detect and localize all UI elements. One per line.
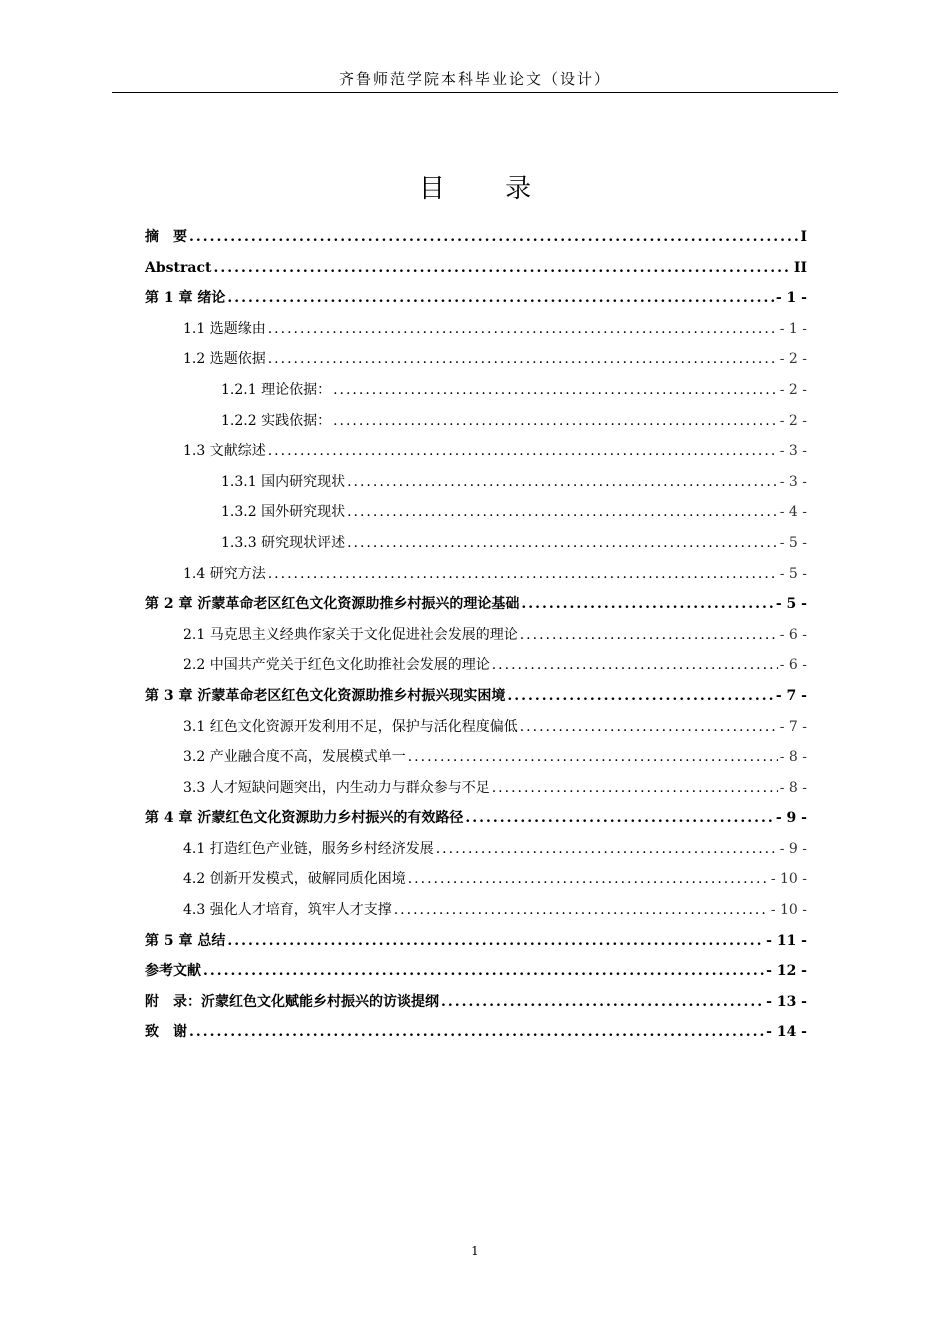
toc-entry-page: - 3 - — [779, 443, 807, 460]
toc-dot-leader — [441, 987, 764, 1018]
toc-entry-page: - 14 - — [766, 1024, 807, 1041]
toc-dot-leader — [436, 834, 778, 865]
toc-entry-page: - 6 - — [779, 657, 807, 674]
toc-entry-page: I — [800, 229, 807, 245]
toc-entry[interactable] — [145, 650, 807, 681]
toc-entry-label: 第 1 章 绪论 — [145, 290, 226, 307]
toc-entry-page: - 10 - — [770, 871, 807, 888]
toc-entry-page: II — [793, 259, 807, 276]
toc-dot-leader — [347, 528, 778, 559]
toc-entry[interactable] — [145, 283, 807, 314]
toc-entry[interactable] — [145, 834, 807, 865]
toc-entry-page: - 1 - — [779, 320, 807, 337]
toc-dot-leader — [465, 803, 774, 834]
toc-dot-leader — [347, 467, 778, 498]
toc-entry-page: - 7 - — [775, 687, 807, 704]
toc-entry-label: 参考文献 — [145, 963, 201, 980]
toc-dot-leader — [333, 375, 778, 406]
toc-entry[interactable] — [145, 712, 807, 743]
toc-entry[interactable] — [145, 406, 807, 437]
toc-entry-label: 1.4 研究方法 — [183, 565, 266, 582]
toc-entry-label: 1.3.2 国外研究现状 — [221, 504, 346, 521]
table-of-contents — [145, 222, 807, 1048]
toc-entry[interactable] — [145, 926, 807, 957]
toc-dot-leader — [521, 589, 774, 620]
page-number: 1 — [471, 1244, 479, 1258]
toc-entry-label: 致 谢 — [145, 1024, 187, 1041]
toc-dot-leader — [203, 956, 764, 987]
toc-entry-page: - 9 - — [775, 810, 807, 827]
toc-entry[interactable] — [145, 375, 807, 406]
toc-entry-label: 4.1 打造红色产业链，服务乡村经济发展 — [183, 840, 434, 857]
toc-entry-label: 1.3.3 研究现状评述 — [221, 534, 346, 551]
toc-dot-leader — [408, 742, 778, 773]
toc-entry-page: - 3 - — [779, 473, 807, 490]
toc-dot-leader — [492, 773, 778, 804]
toc-entry-page: - 6 - — [779, 626, 807, 643]
toc-entry-label: 4.2 创新开发模式，破解同质化困境 — [183, 871, 406, 888]
toc-entry[interactable] — [145, 620, 807, 651]
toc-entry-label: 1.1 选题缘由 — [183, 320, 266, 337]
toc-entry-label: 1.2.1 理论依据： — [221, 381, 332, 398]
toc-entry[interactable] — [145, 1017, 807, 1048]
toc-dot-leader — [394, 895, 769, 926]
toc-entry-page: - 13 - — [766, 993, 807, 1010]
toc-dot-leader — [227, 926, 764, 957]
toc-entry[interactable] — [145, 895, 807, 926]
toc-entry[interactable] — [145, 528, 807, 559]
toc-entry[interactable] — [145, 253, 807, 284]
toc-entry-page: - 4 - — [779, 504, 807, 521]
toc-dot-leader — [189, 1017, 764, 1048]
toc-entry-label: 1.2.2 实践依据： — [221, 412, 332, 429]
toc-entry-label: 2.1 马克思主义经典作家关于文化促进社会发展的理论 — [183, 626, 518, 643]
toc-entry-page: - 1 - — [775, 290, 807, 307]
toc-entry-label: 1.3.1 国内研究现状 — [221, 473, 346, 490]
toc-entry-page: - 5 - — [779, 565, 807, 582]
toc-entry-page: - 11 - — [766, 932, 807, 949]
toc-dot-leader — [268, 436, 778, 467]
toc-dot-leader — [213, 253, 791, 284]
toc-entry-label: 1.3 文献综述 — [183, 443, 266, 460]
toc-entry[interactable] — [145, 773, 807, 804]
toc-entry-label: 第 3 章 沂蒙革命老区红色文化资源助推乡村振兴现实困境 — [145, 687, 506, 704]
toc-dot-leader — [520, 712, 778, 743]
toc-entry-page: - 5 - — [779, 534, 807, 551]
toc-entry[interactable] — [145, 681, 807, 712]
running-header: 齐鲁师范学院本科毕业论文（设计） — [338, 70, 611, 88]
header-divider — [112, 92, 838, 93]
toc-entry-page: - 2 - — [779, 351, 807, 368]
toc-entry-label: 附 录：沂蒙红色文化赋能乡村振兴的访谈提纲 — [145, 993, 439, 1010]
toc-entry-label: 3.2 产业融合度不高，发展模式单一 — [183, 749, 406, 766]
toc-dot-leader — [507, 681, 774, 712]
toc-entry-page: - 8 - — [779, 749, 807, 766]
toc-entry-label: 第 5 章 总结 — [145, 932, 226, 949]
toc-dot-leader — [268, 344, 778, 375]
toc-entry[interactable] — [145, 864, 807, 895]
toc-entry-label: 1.2 选题依据 — [183, 351, 266, 368]
toc-dot-leader — [189, 222, 798, 253]
toc-dot-leader — [492, 650, 778, 681]
toc-entry-label: Abstract — [145, 259, 212, 276]
toc-entry[interactable] — [145, 467, 807, 498]
toc-entry-page: - 5 - — [775, 596, 807, 613]
toc-entry-label: 3.3 人才短缺问题突出，内生动力与群众参与不足 — [183, 779, 490, 796]
toc-entry[interactable] — [145, 589, 807, 620]
toc-entry-label: 2.2 中国共产党关于红色文化助推社会发展的理论 — [183, 657, 490, 674]
toc-dot-leader — [268, 314, 778, 345]
toc-entry-label: 摘 要 — [145, 229, 187, 245]
toc-entry[interactable] — [145, 314, 807, 345]
toc-entry-page: - 12 - — [766, 963, 807, 980]
toc-entry-label: 第 2 章 沂蒙革命老区红色文化资源助推乡村振兴的理论基础 — [145, 596, 520, 613]
toc-entry[interactable] — [145, 559, 807, 590]
toc-dot-leader — [408, 864, 769, 895]
toc-dot-leader — [227, 283, 774, 314]
toc-entry-page: - 2 - — [779, 412, 807, 429]
toc-entry[interactable] — [145, 497, 807, 528]
toc-entry-page: - 9 - — [779, 840, 807, 857]
toc-entry[interactable] — [145, 436, 807, 467]
toc-entry[interactable] — [145, 987, 807, 1018]
toc-dot-leader — [347, 497, 778, 528]
toc-entry[interactable] — [145, 956, 807, 987]
toc-dot-leader — [520, 620, 778, 651]
toc-entry-label: 4.3 强化人才培育，筑牢人才支撑 — [183, 902, 392, 919]
toc-entry[interactable] — [145, 742, 807, 773]
toc-entry-page: - 2 - — [779, 381, 807, 398]
toc-entry[interactable] — [145, 222, 807, 253]
toc-entry-page: - 7 - — [779, 718, 807, 735]
toc-entry-label: 3.1 红色文化资源开发利用不足，保护与活化程度偏低 — [183, 718, 518, 735]
toc-entry-page: - 8 - — [779, 779, 807, 796]
toc-title: 目 录 — [418, 174, 558, 204]
toc-entry-label: 第 4 章 沂蒙红色文化资源助力乡村振兴的有效路径 — [145, 810, 464, 827]
toc-dot-leader — [268, 559, 778, 590]
toc-entry-page: - 10 - — [770, 902, 807, 919]
toc-entry[interactable] — [145, 344, 807, 375]
toc-entry[interactable] — [145, 803, 807, 834]
toc-dot-leader — [333, 406, 778, 437]
